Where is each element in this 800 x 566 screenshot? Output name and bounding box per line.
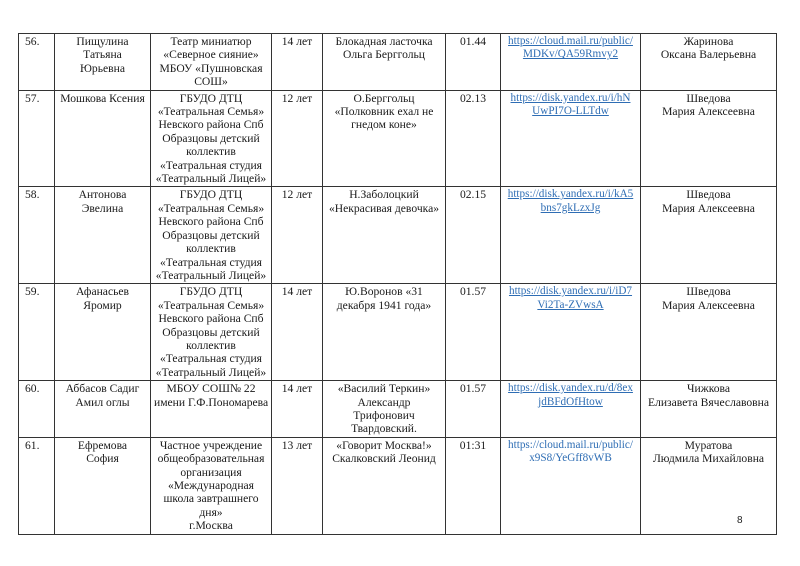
- video-link-continuation[interactable]: bns7gkLzxJg: [540, 201, 601, 214]
- participant-name: Ефремова София: [55, 437, 151, 534]
- row-number: 61.: [19, 437, 55, 534]
- video-link[interactable]: https://disk.yandex.ru/i/kA5: [507, 188, 634, 201]
- video-link-continuation[interactable]: Vi2Ta-ZVwsA: [537, 298, 604, 311]
- participant-name: Антонова Эвелина: [55, 187, 151, 284]
- age: 13 лет: [272, 437, 323, 534]
- duration: 01:31: [446, 437, 501, 534]
- age: 14 лет: [272, 381, 323, 438]
- participant-name: Афанасьев Яромир: [55, 284, 151, 381]
- organization: ГБУДО ДТЦ «Театральная Семья» Невского района Спб Образцовы детский коллектив «Театральная студия «Театральный Лицей»: [151, 284, 272, 381]
- video-link[interactable]: https://disk.yandex.ru/i/hN: [510, 91, 631, 104]
- organization: МБОУ СОШ№ 22 имени Г.Ф.Пономарева: [151, 381, 272, 438]
- age: 14 лет: [272, 284, 323, 381]
- organization: ГБУДО ДТЦ «Театральная Семья» Невского района Спб Образцовы детский коллектив «Театральная студия «Театральный Лицей»: [151, 90, 272, 187]
- video-link[interactable]: https://disk.yandex.ru/i/iD7: [508, 285, 633, 298]
- video-link-cell: [501, 437, 641, 534]
- teacher: Жаринова Оксана Валерьевна: [641, 34, 777, 91]
- video-link-continuation[interactable]: MDKv/QA59Rmvy2: [522, 48, 619, 61]
- duration: 01.57: [446, 381, 501, 438]
- participant-name: Аббасов Садиг Амил оглы: [55, 381, 151, 438]
- duration: 02.15: [446, 187, 501, 284]
- work-title: Н.Заболоцкий «Некрасивая девочка»: [323, 187, 446, 284]
- teacher: Муратова Людмила Михайловна: [641, 437, 777, 534]
- participant-name: Пищулина Татьяна Юрьевна: [55, 34, 151, 91]
- work-title: «Василий Теркин» Александр Трифонович Твардовский.: [323, 381, 446, 438]
- video-link-continuation[interactable]: x9S8/YeGff8vWB: [529, 452, 612, 465]
- age: 14 лет: [272, 34, 323, 91]
- teacher: Чижкова Елизавета Вячеславовна: [641, 381, 777, 438]
- table-row: [19, 437, 777, 534]
- video-link-cell: [501, 284, 641, 381]
- teacher: Шведова Мария Алексеевна: [641, 284, 777, 381]
- duration: 01.44: [446, 34, 501, 91]
- video-link-cell: [501, 381, 641, 438]
- teacher: Шведова Мария Алексеевна: [641, 187, 777, 284]
- video-link[interactable]: https://cloud.mail.ru/public/: [508, 35, 633, 47]
- age: 12 лет: [272, 187, 323, 284]
- row-number: 58.: [19, 187, 55, 284]
- work-title: Блокадная ласточка Ольга Берггольц: [323, 34, 446, 91]
- work-title: Ю.Воронов «31 декабря 1941 года»: [323, 284, 446, 381]
- video-link[interactable]: https://disk.yandex.ru/d/8ex: [508, 382, 633, 395]
- age: 12 лет: [272, 90, 323, 187]
- page-number: 8: [737, 515, 743, 526]
- row-number: 59.: [19, 284, 55, 381]
- organization: ГБУДО ДТЦ «Театральная Семья» Невского района Спб Образцовы детский коллектив «Театральная студия «Театральный Лицей»: [151, 187, 272, 284]
- table-row: [19, 187, 777, 284]
- row-number: 60.: [19, 381, 55, 438]
- organization: Театр миниатюр «Северное сияние» МБОУ «Пушновская СОШ»: [151, 34, 272, 91]
- participants-table: [18, 33, 777, 535]
- organization: Частное учреждение общеобразовательная организация «Международная школа завтрашнего дня» г.Москва: [151, 437, 272, 534]
- video-link-continuation[interactable]: UwPI7O-LLTdw: [532, 105, 609, 118]
- video-link[interactable]: https://cloud.mail.ru/public/: [508, 438, 633, 451]
- row-number: 57.: [19, 90, 55, 187]
- video-link-continuation[interactable]: jdBFdOfHtow: [538, 395, 603, 408]
- duration: 01.57: [446, 284, 501, 381]
- video-link-cell: [501, 34, 641, 91]
- table-row: [19, 90, 777, 187]
- teacher: Шведова Мария Алексеевна: [641, 90, 777, 187]
- table-row: [19, 34, 777, 91]
- table-row: [19, 381, 777, 438]
- video-link-cell: [501, 187, 641, 284]
- duration: 02.13: [446, 90, 501, 187]
- table-row: [19, 284, 777, 381]
- participant-name: Мошкова Ксения: [55, 90, 151, 187]
- video-link-cell: [501, 90, 641, 187]
- work-title: О.Берггольц «Полковник ехал не гнедом коне»: [323, 90, 446, 187]
- work-title: «Говорит Москва!» Скалковский Леонид: [323, 437, 446, 534]
- row-number: 56.: [19, 34, 55, 91]
